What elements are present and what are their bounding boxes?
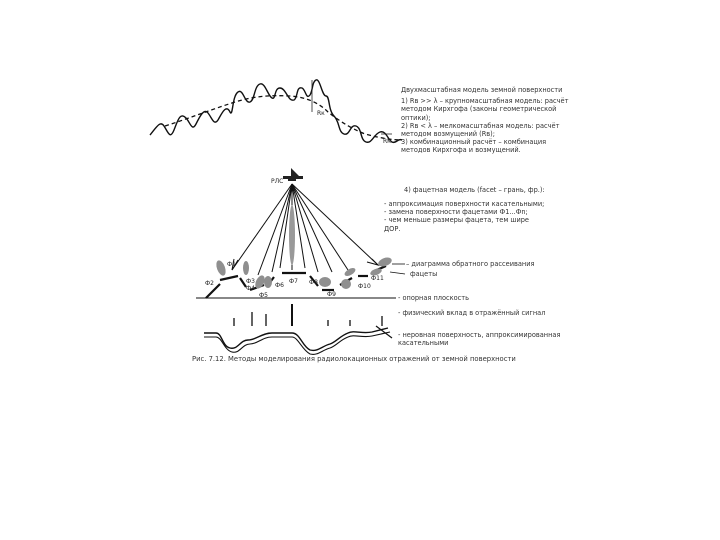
two-scale-item: методов Кирхгофа и возмущений. — [401, 146, 521, 155]
facet-label-8: Ф8 — [309, 279, 318, 286]
legend-reference-plane: - опорная плоскость — [398, 294, 470, 302]
facet-label-2: Ф2 — [205, 280, 214, 287]
two-scale-heading: Двухмасштабная модель земной поверхности — [401, 86, 563, 94]
facet-label-5: Ф5 — [259, 292, 268, 299]
legend-facet: фацеты — [410, 270, 438, 278]
facet-label-11: Ф11 — [371, 275, 384, 282]
facet-label-6: Ф6 — [275, 282, 284, 289]
legend-surface-line: касательными — [398, 339, 449, 348]
two-scale-item: 1) Rв >> λ – крупномасштабная модель: расчёт — [401, 97, 569, 106]
facet-model-item: - аппроксимация поверхности касательными; — [384, 200, 545, 208]
facet-model-item: ДОР. — [384, 224, 401, 233]
contribution-spikes — [234, 304, 382, 326]
radar-rays — [232, 184, 378, 275]
facet-model-item: - чем меньше размеры фацета, тем шире — [384, 216, 529, 225]
legend-surface-line: - неровная поверхность, аппроксимированная — [398, 331, 561, 339]
legend-surface — [398, 331, 560, 347]
facet-label-7: Ф7 — [289, 278, 298, 285]
facet-model-heading: 4) фацетная модель (facet – грань, фр.): — [404, 186, 545, 194]
two-scale-item: оптики); — [401, 113, 431, 122]
facet-model-list — [384, 200, 544, 233]
legend-backscatter: – диаграмма обратного рассеивания — [406, 260, 535, 268]
facet-label-4: Ф4 — [246, 285, 255, 292]
facet-label-10: Ф10 — [358, 283, 371, 290]
aircraft-icon — [283, 168, 303, 181]
figure-caption: Рис. 7.12. Методы моделирования радиолокационных отражений от земной поверхности — [192, 355, 516, 363]
two-scale-item: методом Кирхгофа (законы геометрической — [401, 105, 557, 114]
two-scale-item: 3) комбинационный расчёт – комбинация — [401, 138, 547, 147]
facet-model-item: - замена поверхности фацетами Ф1...Фn; — [384, 208, 528, 217]
legend-leaders — [390, 264, 405, 274]
facet-label-3: Ф3 — [246, 278, 255, 285]
label-radar: РЛС — [271, 178, 284, 185]
two-scale-model-text — [401, 86, 568, 155]
large-scale-surface-dashed — [165, 96, 402, 140]
label-rk: Rк — [317, 110, 325, 117]
bottom-surface — [204, 326, 392, 354]
backscatter-lobes — [289, 205, 295, 265]
legend-physical-contribution: - физический вклад в отражённый сигнал — [398, 309, 546, 317]
facet-labels — [205, 261, 384, 299]
two-scale-item: 2) Rв < λ – мелкомасштабная модель: расчёт — [401, 121, 560, 130]
label-rm: Rм — [383, 138, 392, 145]
two-scale-item: методом возмущений (Rв); — [401, 130, 495, 139]
facet-label-1: Ф1 — [227, 261, 236, 268]
facet-label-9: Ф9 — [327, 291, 336, 298]
